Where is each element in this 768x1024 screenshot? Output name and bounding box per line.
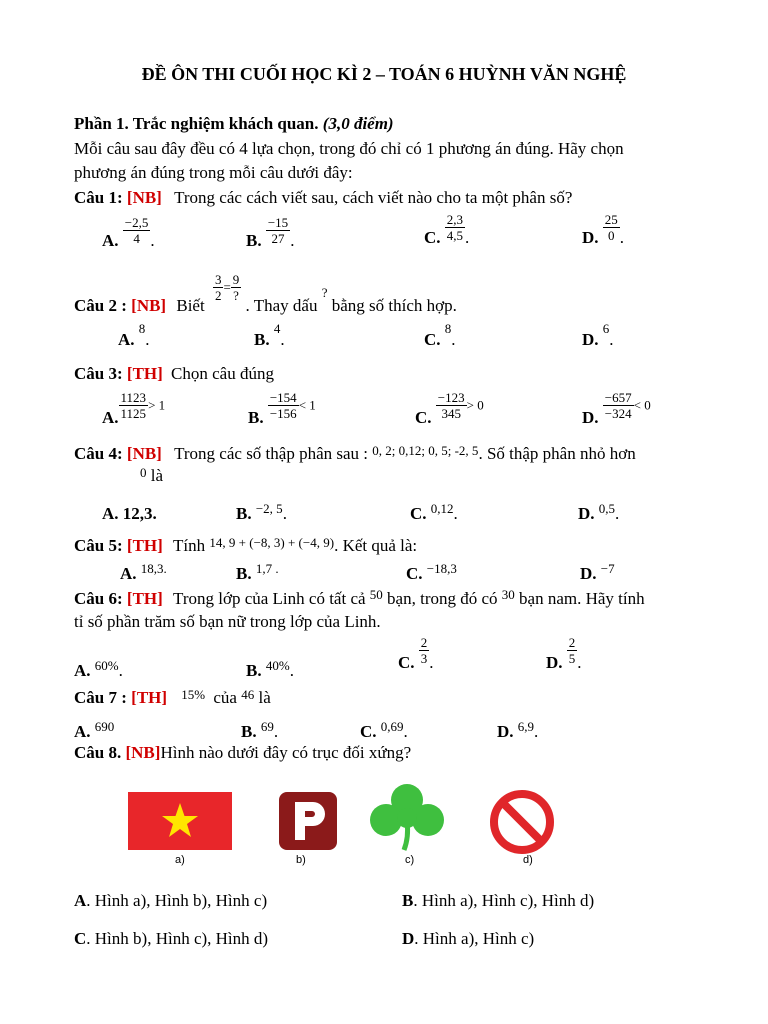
option-value: 1,7 . [255, 561, 279, 576]
q4-zero: 0 [140, 465, 147, 480]
q8-option-c[interactable] [74, 929, 268, 949]
option-label: D. [582, 228, 599, 248]
figure-c-caption: c) [405, 854, 415, 866]
option-value: 8 [444, 321, 452, 336]
q5-text-before: Tính [173, 536, 206, 555]
q1-text: Trong các cách viết sau, cách viết nào cho ta một phân số? [174, 188, 573, 207]
option-label: C. [406, 564, 423, 583]
question-6 [74, 589, 645, 609]
option-label: D. [582, 330, 599, 349]
q2-level: [NB] [131, 296, 167, 316]
option-text: . Hình a), Hình b), Hình c) [86, 891, 268, 910]
q5-option-b[interactable] [236, 558, 279, 583]
q2-option-b[interactable]: B. 4. [254, 321, 285, 349]
option-label: D. [580, 564, 597, 583]
q3-option-d[interactable] [582, 390, 651, 428]
q1-option-c[interactable]: C. $\frac{2,3}{4,5}$ . [424, 212, 470, 248]
option-value: 0,5 [598, 501, 616, 516]
option-label: A. [102, 408, 119, 428]
q6-label: Câu 6: [74, 589, 123, 608]
fraction-denominator: ? [233, 288, 239, 303]
option-value: 6,9 [517, 719, 535, 734]
fraction-denominator: 5 [568, 651, 576, 666]
fraction-denominator: 3 [420, 651, 428, 666]
option-value: −18,3 [426, 561, 457, 576]
q3-option-b[interactable] [248, 390, 316, 428]
part1-title: Phần 1. Trắc nghiệm khách quan. [74, 114, 319, 133]
q7-percent: 15% [181, 687, 206, 702]
q3-option-a[interactable] [102, 390, 166, 428]
option-value: 69 [260, 719, 274, 734]
question-4 [74, 444, 636, 464]
fraction-denominator: −156 [269, 406, 297, 421]
q6-line2: tỉ số phần trăm số bạn nữ trong lớp của Linh. [74, 612, 381, 631]
fraction-denominator: 2 [214, 288, 222, 303]
option-value: 60% [94, 658, 119, 673]
option-label: B. [254, 330, 270, 349]
letter-p-icon [279, 792, 337, 850]
question-1 [74, 188, 572, 208]
fraction-denominator: −324 [604, 406, 632, 421]
q4-option-c[interactable]: C. 0,12. [410, 501, 458, 523]
q6-text1: Trong lớp của Linh có tất cả [173, 589, 366, 608]
option-label: B. [248, 408, 264, 428]
question-5 [74, 536, 417, 556]
figure-d-caption: d) [523, 854, 533, 866]
fraction-denominator: 4 [133, 231, 140, 246]
option-label: A. [118, 330, 135, 349]
part1-heading [74, 114, 394, 134]
q2-label: Câu 2 : [74, 296, 127, 316]
q6-option-a[interactable]: A. 60%. [74, 658, 123, 680]
fraction-denominator: 0 [608, 228, 615, 243]
part1-intro-line2: phương án đúng trong mỗi câu dưới đây: [74, 163, 353, 182]
option-label: C. [360, 722, 377, 741]
q4-text-before: Trong các số thập phân sau : [174, 444, 369, 463]
q8-text: Hình nào dưới đây có trục đối xứng? [160, 743, 412, 762]
fraction-numerator: 3 [214, 272, 222, 287]
q1-option-b[interactable]: B. $\frac{-15}{27}$ . [246, 215, 295, 251]
option-label: B. [246, 661, 262, 680]
fraction-denominator: 345 [441, 406, 461, 421]
option-value: 8 [138, 321, 146, 336]
option-label: A. [102, 231, 119, 251]
option-label: A [74, 891, 87, 910]
option-label: B. [236, 564, 252, 583]
q4-numbers: 0, 2; 0,12; 0, 5; -2, 5 [372, 443, 479, 458]
q7-option-a[interactable] [74, 716, 115, 741]
q7-la: là [258, 688, 271, 707]
option-label: D [402, 929, 415, 948]
figure-b-caption: b) [296, 854, 306, 866]
option-label: A. [102, 504, 119, 523]
q2-option-d[interactable]: D. 6. [582, 321, 614, 349]
q2-text-after: bằng số thích hợp. [331, 296, 457, 316]
q6-option-d[interactable]: D. $\frac{2}{5}$ . [546, 635, 582, 673]
q4-option-b[interactable]: B. −2, 5. [236, 501, 287, 523]
q3-level: [TH] [126, 364, 163, 383]
option-label: B. [241, 722, 257, 741]
q7-number: 46 [241, 687, 255, 702]
fraction-denominator: 4,5 [446, 228, 464, 243]
option-value: 0,69 [380, 719, 404, 734]
q6-option-c[interactable]: C. $\frac{2}{3}$ . [398, 635, 434, 673]
fraction-numerator: −123 [437, 390, 465, 405]
question-7 [74, 688, 271, 708]
q6-text3: bạn nam. Hãy tính [519, 589, 645, 608]
fraction-numerator: −15 [267, 215, 289, 230]
page-title: ĐỀ ÔN THI CUỐI HỌC KÌ 2 – TOÁN 6 HUỲNH VĂN NGHỆ [141, 64, 627, 84]
option-relation: < 1 [298, 397, 316, 413]
q6-level: [TH] [126, 589, 163, 608]
q8-option-d[interactable] [402, 929, 534, 949]
question-8 [74, 743, 411, 763]
q7-option-d[interactable]: D. 6,9. [497, 719, 539, 741]
fraction-numerator: 2 [420, 635, 428, 650]
option-label: C. [424, 228, 441, 248]
no-sign-icon [488, 788, 556, 856]
option-value: 4 [273, 321, 281, 336]
fraction-numerator: 2,3 [446, 212, 464, 227]
option-relation: < 0 [633, 397, 651, 413]
q2-question-mark: ? [321, 285, 328, 301]
option-value: 12,3. [122, 504, 157, 523]
q4-level: [NB] [126, 444, 162, 463]
q4-line2 [140, 466, 163, 486]
q7-option-b[interactable]: B. 69. [241, 719, 279, 741]
question-2: Câu 2 : [NB] Biết $\frac{3}{2}$ = $\frac{9}{?}$ . Thay dấu $_?$ bằng số thích hợp. [74, 272, 457, 316]
q7-cua: của [213, 688, 237, 707]
option-relation: > 0 [466, 397, 484, 413]
option-value: −2, 5 [255, 501, 283, 516]
q5-expression: 14, 9 + (−8, 3) + (−4, 9) [209, 535, 335, 550]
q6-text2: bạn, trong đó có [387, 589, 498, 608]
q7-option-c[interactable]: C. 0,69. [360, 719, 408, 741]
option-label: B. [246, 231, 262, 251]
fraction-numerator: −657 [604, 390, 632, 405]
option-label: C [74, 929, 87, 948]
fraction-numerator: −2,5 [124, 215, 149, 230]
fraction-denominator: 27 [271, 231, 285, 246]
q2-option-a[interactable]: A. 8. [118, 321, 150, 349]
fraction-numerator: −154 [269, 390, 297, 405]
option-relation: > 1 [148, 397, 166, 413]
fraction-denominator: 1125 [120, 406, 147, 421]
part1-points: (3,0 điểm) [322, 114, 394, 133]
option-label: D. [582, 408, 599, 428]
option-text: . Hình b), Hình c), Hình d) [86, 929, 269, 948]
vietnam-flag-icon [128, 792, 232, 850]
q8-option-a[interactable] [74, 891, 267, 911]
q2-text-mid: . Thay dấu [245, 296, 318, 316]
figure-a-caption: a) [175, 854, 185, 866]
q1-option-a[interactable]: A. $\frac{-2,5}{4}$ . [102, 215, 155, 251]
option-value: 40% [265, 658, 290, 673]
option-value: 6 [602, 321, 610, 336]
option-text: . Hình a), Hình c), Hình d) [413, 891, 595, 910]
q3-label: Câu 3: [74, 364, 123, 383]
q4-text-after: . Số thập phân nhỏ hơn [478, 444, 636, 463]
option-label: A. [120, 564, 137, 583]
fraction-numerator: 2 [568, 635, 576, 650]
q8-level: [NB] [125, 743, 161, 762]
q6-option-b[interactable]: B. 40%. [246, 658, 294, 680]
q6-n1: 50 [369, 587, 383, 602]
q4-option-a[interactable] [102, 504, 157, 524]
q5-level: [TH] [126, 536, 163, 555]
q4-la: là [150, 466, 164, 485]
option-label: A. [74, 661, 91, 680]
q6-n2: 30 [501, 587, 515, 602]
fraction-numerator: 1123 [120, 390, 147, 405]
option-label: B [402, 891, 414, 910]
q8-option-b[interactable] [402, 891, 594, 911]
option-value: −7 [600, 561, 615, 576]
option-label: C. [415, 408, 432, 428]
option-label: A. [74, 722, 91, 741]
option-label: D. [546, 653, 563, 673]
option-label: C. [424, 330, 441, 349]
q7-label: Câu 7 : [74, 688, 127, 707]
option-label: C. [398, 653, 415, 673]
option-label: C. [410, 504, 427, 523]
clover-leaf-icon [366, 782, 448, 852]
q5-text-after: . Kết quả là: [334, 536, 418, 555]
q8-label: Câu 8. [74, 743, 122, 762]
option-text: . Hình a), Hình c) [414, 929, 535, 948]
fraction-numerator: 9 [232, 272, 240, 287]
option-label: B. [236, 504, 252, 523]
q4-label: Câu 4: [74, 444, 123, 463]
q5-label: Câu 5: [74, 536, 123, 555]
q1-label: Câu 1: [74, 188, 123, 207]
q1-option-d[interactable]: D. $\frac{25}{0}$ . [582, 212, 625, 248]
q2-text-before: Biết [176, 296, 205, 316]
q3-option-c[interactable] [415, 390, 484, 428]
option-label: D. [497, 722, 514, 741]
q7-level: [TH] [131, 688, 168, 707]
option-value: 690 [94, 719, 115, 734]
option-value: 0,12 [430, 501, 454, 516]
option-value: 18,3. [140, 561, 167, 576]
q5-option-c[interactable] [406, 558, 457, 583]
q2-option-c[interactable]: C. 8. [424, 321, 456, 349]
q4-option-d[interactable]: D. 0,5. [578, 501, 620, 523]
q5-option-d[interactable] [580, 558, 615, 583]
fraction-numerator: 25 [604, 212, 618, 227]
q5-option-a[interactable] [120, 558, 167, 583]
question-3 [74, 364, 274, 384]
part1-intro-line1: Mỗi câu sau đây đều có 4 lựa chọn, trong đó chỉ có 1 phương án đúng. Hãy chọn [74, 139, 624, 158]
q1-level: [NB] [126, 188, 162, 207]
q3-text: Chọn câu đúng [171, 364, 274, 383]
option-label: D. [578, 504, 595, 523]
